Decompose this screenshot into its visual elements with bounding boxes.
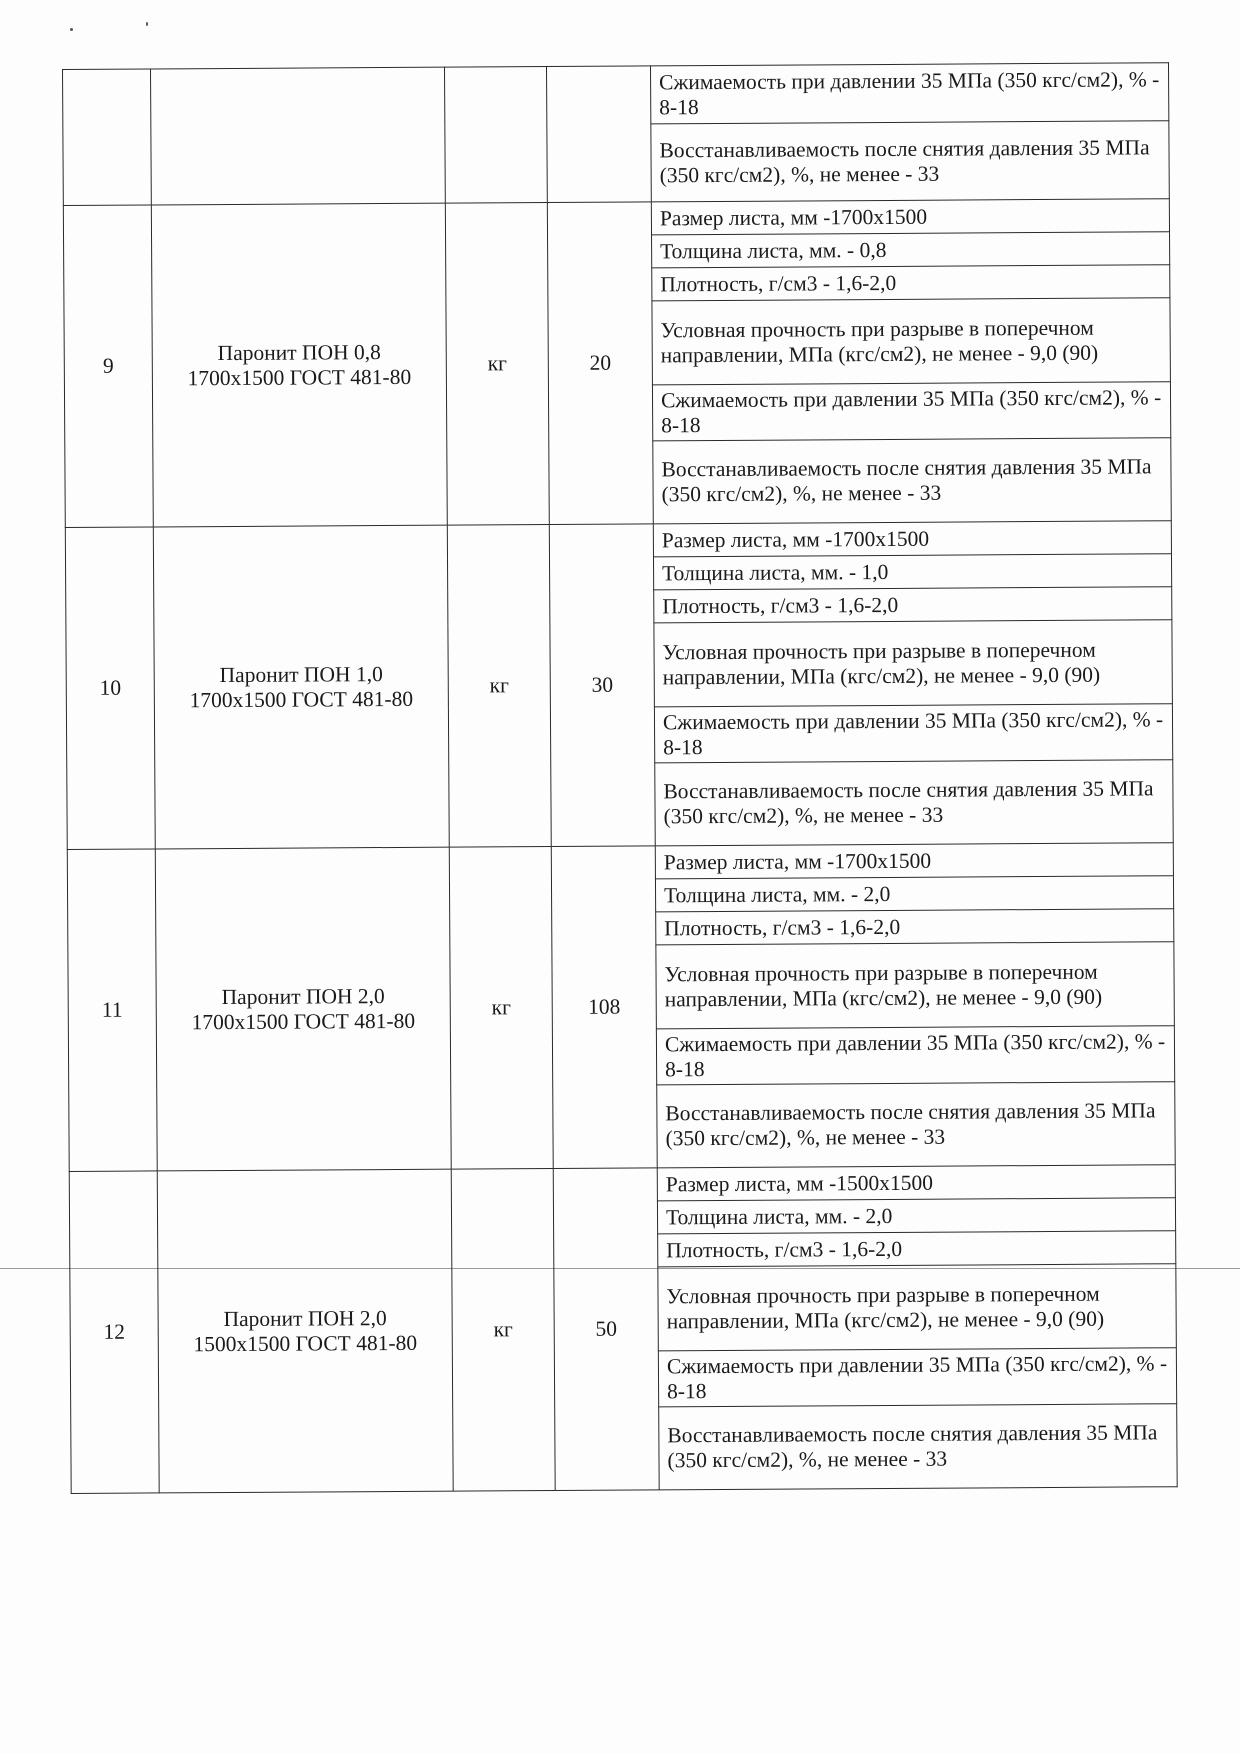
property-cell: Сжимаемость при давлении 35 МПа (350 кгс/см2), % - 8-18 [658, 1348, 1176, 1407]
item-unit-cell: кг [451, 1169, 555, 1492]
item-quantity-cell: 108 [551, 846, 657, 1169]
property-cell: Размер листа, мм -1500х1500 [657, 1165, 1175, 1201]
property-cell: Толщина листа, мм. - 1,0 [653, 554, 1171, 590]
property-cell: Толщина листа, мм. - 2,0 [657, 1198, 1175, 1234]
property-cell: Плотность, г/см3 - 1,6-2,0 [654, 587, 1172, 623]
property-cell: Размер листа, мм -1700х1500 [653, 521, 1171, 557]
property-cell: Условная прочность при разрыве в поперечном направлении, МПа (кгс/см2), не менее - 9,0 (90) [652, 298, 1171, 385]
property-cell: Восстанавливаемость после снятия давления 35 МПа (350 кгс/см2), %, не менее - 33 [657, 1082, 1175, 1168]
item-name-line: Паронит ПОН 2,0 [221, 983, 385, 1009]
item-number-cell: 12 [69, 1171, 159, 1494]
property-cell: Сжимаемость при давлении 35 МПа (350 кгс/см2), % - 8-18 [654, 704, 1172, 763]
property-cell: Размер листа, мм -1700х1500 [655, 843, 1173, 879]
item-name-cell [151, 203, 447, 527]
item-unit-cell [444, 67, 547, 204]
item-name-line: 1700х1500 ГОСТ 481-80 [191, 1008, 416, 1034]
property-cell: Размер листа, мм -1700х1500 [651, 199, 1169, 235]
item-quantity-cell: 30 [549, 524, 655, 847]
specification-table [62, 62, 1178, 1494]
table-row [63, 63, 1169, 128]
item-name-cell [153, 525, 449, 849]
item-name-line: 1700х1500 ГОСТ 481-80 [189, 686, 414, 712]
item-name-cell [157, 1169, 453, 1493]
item-name-line: 1700х1500 ГОСТ 481-80 [187, 364, 412, 390]
property-cell: Условная прочность при разрыве в поперечном направлении, МПа (кгс/см2), не менее - 9,0 (90) [656, 942, 1175, 1029]
item-quantity-cell: 50 [553, 1168, 659, 1491]
item-unit-cell: кг [445, 203, 549, 526]
property-cell: Толщина листа, мм. - 0,8 [652, 232, 1170, 268]
property-cell: Восстанавливаемость после снятия давления 35 МПа (350 кгс/см2), %, не менее - 33 [653, 438, 1171, 524]
scan-speck [146, 22, 148, 26]
item-name-cell [151, 67, 446, 205]
item-name-line: 1500х1500 ГОСТ 481-80 [193, 1330, 418, 1356]
property-cell: Восстанавливаемость после снятия давления 35 МПа (350 кгс/см2), %, не менее - 33 [655, 760, 1173, 846]
property-cell: Плотность, г/см3 - 1,6-2,0 [652, 265, 1170, 301]
item-unit-cell: кг [449, 847, 553, 1170]
property-cell: Условная прочность при разрыве в поперечном направлении, МПа (кгс/см2), не менее - 9,0 (90) [654, 620, 1173, 707]
property-cell: Сжимаемость при давлении 35 МПа (350 кгс/см2), % - 8-18 [656, 1026, 1174, 1085]
item-quantity-cell: 20 [547, 202, 653, 525]
item-number-cell: 9 [63, 205, 153, 528]
property-cell: Сжимаемость при давлении 35 МПа (350 кгс/см2), % - 8-18 [652, 382, 1170, 441]
item-unit-cell: кг [447, 525, 551, 848]
item-number-cell [63, 69, 152, 206]
item-name-line: Паронит ПОН 1,0 [219, 661, 383, 687]
property-cell: Условная прочность при разрыве в поперечном направлении, МПа (кгс/см2), не менее - 9,0 (90) [658, 1264, 1177, 1351]
property-cell: Плотность, г/см3 - 1,6-2,0 [656, 909, 1174, 945]
item-number-cell: 10 [65, 527, 155, 850]
item-name-line: Паронит ПОН 2,0 [223, 1305, 387, 1331]
property-cell: Восстанавливаемость после снятия давления 35 МПа (350 кгс/см2), %, не менее - 33 [651, 121, 1169, 202]
scan-speck [70, 28, 73, 31]
item-number-cell: 11 [67, 849, 157, 1172]
item-name-cell [155, 847, 451, 1171]
property-cell: Толщина листа, мм. - 2,0 [655, 876, 1173, 912]
property-cell: Восстанавливаемость после снятия давления 35 МПа (350 кгс/см2), %, не менее - 33 [659, 1404, 1177, 1490]
item-name-line: Паронит ПОН 0,8 [217, 339, 381, 365]
property-cell: Плотность, г/см3 - 1,6-2,0 [658, 1231, 1176, 1267]
item-quantity-cell [546, 66, 651, 203]
property-cell: Сжимаемость при давлении 35 МПа (350 кгс/см2), % - 8-18 [650, 63, 1168, 124]
